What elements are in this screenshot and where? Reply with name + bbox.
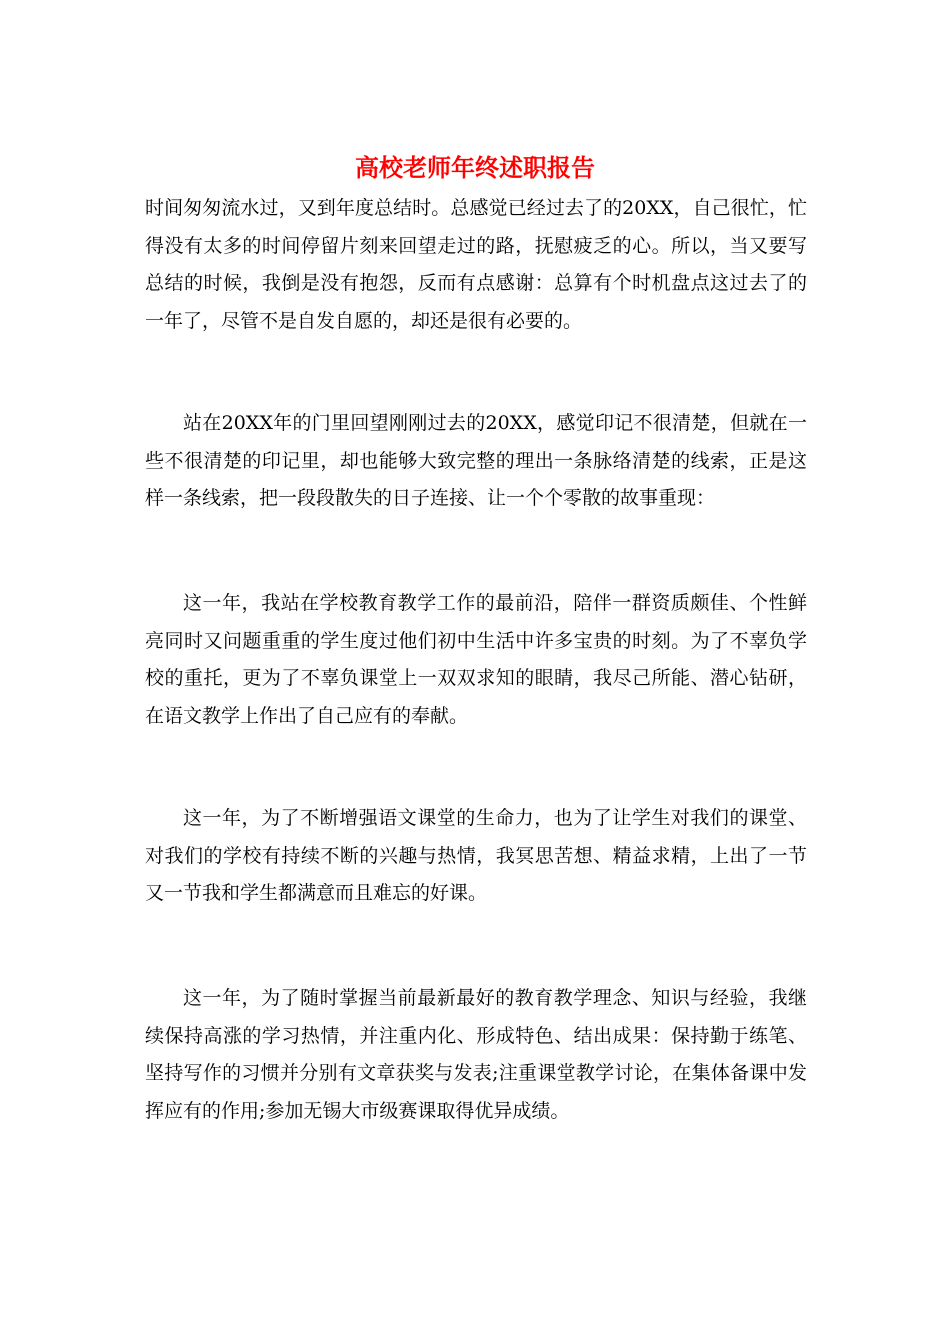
document-title: 高校老师年终述职报告	[355, 153, 595, 182]
paragraph-5: 这一年，为了随时掌握当前最新最好的教育教学理念、知识与经验，我继续保持高涨的学习热情，并注重内化、形成特色、结出成果：保持勤于练笔、坚持写作的习惯并分别有文章获奖与发表;注重课堂教学讨论，在集体备课中发挥应有的作用;参加无锡大市级赛课取得优异成绩。	[145, 987, 807, 1122]
paragraph-4: 这一年，为了不断增强语文课堂的生命力，也为了让学生对我们的课堂、对我们的学校有持续不断的兴趣与热情，我冥思苦想、精益求精，上出了一节又一节我和学生都满意而且难忘的好课。	[145, 807, 807, 904]
paragraph-1: 时间匆匆流水过，又到年度总结时。总感觉已经过去了的20XX，自己很忙，忙得没有太多的时间停留片刻来回望走过的路，抚慰疲乏的心。所以，当又要写总结的时候，我倒是没有抱怨，反而有点感谢：总算有个时机盘点这过去了的一年了，尽管不是自发自愿的，却还是很有必要的。	[145, 197, 807, 332]
paragraph-3: 这一年，我站在学校教育教学工作的最前沿，陪伴一群资质颇佳、个性鲜亮同时又问题重重的学生度过他们初中生活中许多宝贵的时刻。为了不辜负学校的重托，更为了不辜负课堂上一双双求知的眼睛，我尽己所能、潜心钻研，在语文教学上作出了自己应有的奉献。	[145, 592, 807, 727]
paragraph-2: 站在20XX年的门里回望刚刚过去的20XX，感觉印记不很清楚，但就在一些不很清楚的印记里，却也能够大致完整的理出一条脉络清楚的线索，正是这样一条线索，把一段段散失的日子连接、让一个个零散的故事重现：	[145, 412, 807, 509]
